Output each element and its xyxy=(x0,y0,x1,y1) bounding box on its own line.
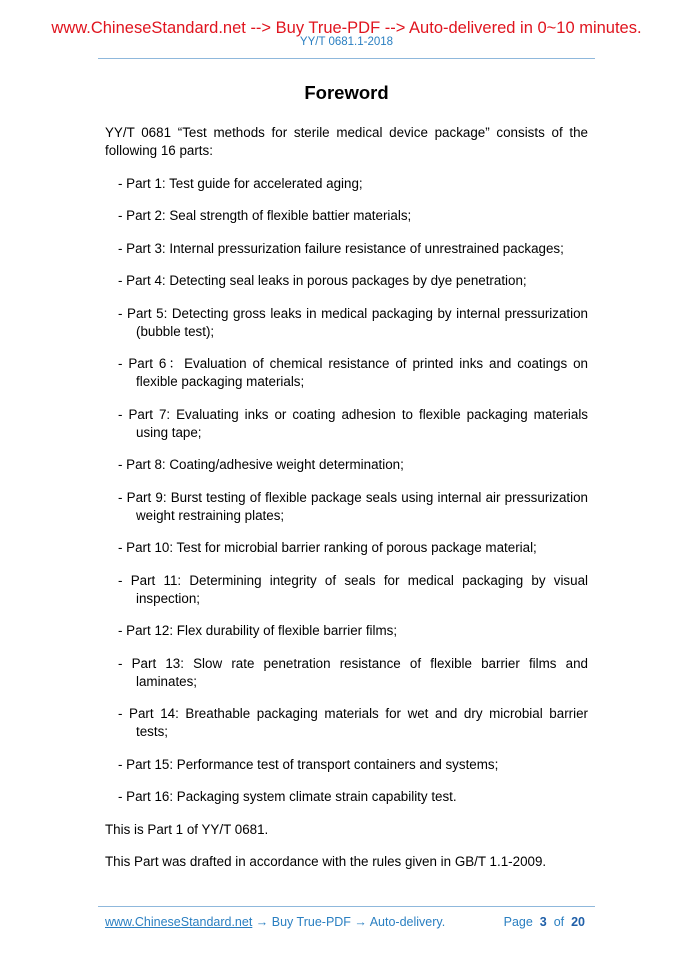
list-item: - Part 16: Packaging system climate strain capability test. xyxy=(118,789,457,804)
list-item: - Part 10: Test for microbial barrier ranking of porous package material; xyxy=(118,540,537,555)
website-link[interactable]: www.ChineseStandard.net xyxy=(105,915,253,929)
intro-paragraph: YY/T 0681 “Test methods for sterile medical device package” consists of the following 16 parts: xyxy=(105,125,588,158)
closing-paragraph: This is Part 1 of YY/T 0681. xyxy=(105,821,269,837)
list-item: - Part 15: Performance test of transport containers and systems; xyxy=(118,756,499,772)
page-indicator: Page 3 of 20 xyxy=(503,915,585,929)
header-divider xyxy=(98,58,595,59)
parts-list xyxy=(105,175,588,807)
footer-divider xyxy=(98,906,595,907)
list-item: - Part 14: Breathable packaging materials for wet and dry microbial barrier tests; xyxy=(118,706,588,739)
list-item: - Part 7: Evaluating inks or coating adhesion to flexible packaging materials using tape; xyxy=(118,406,588,440)
footer xyxy=(105,915,585,929)
list-item: - Part 3: Internal pressurization failure resistance of unrestrained packages; xyxy=(118,240,564,256)
page-title: Foreword xyxy=(304,82,389,103)
closing-paragraph: This Part was drafted in accordance with the rules given in GB/T 1.1-2009. xyxy=(105,854,547,869)
page-number: 3 xyxy=(539,915,547,929)
document-body xyxy=(105,124,588,886)
list-item: - Part 6：Evaluation of chemical resistance of printed inks and coatings on flexible packaging materials; xyxy=(118,356,588,389)
list-item: - Part 2: Seal strength of flexible battier materials; xyxy=(118,208,412,223)
list-item: - Part 13: Slow rate penetration resistance of flexible barrier films and laminates; xyxy=(118,655,588,689)
list-item: - Part 8: Coating/adhesive weight determination; xyxy=(118,457,404,472)
list-item: - Part 1: Test guide for accelerated aging; xyxy=(118,175,363,191)
footer-text: → Buy True-PDF → Auto-delivery. xyxy=(252,915,446,929)
list-item: - Part 11: Determining integrity of seals for medical packaging by visual inspection; xyxy=(118,572,588,606)
list-item: - Part 5: Detecting gross leaks in medical packaging by internal pressurization (bubble test); xyxy=(118,305,588,339)
page-total: 20 xyxy=(571,915,585,929)
standard-number: YY/T 0681.1-2018 xyxy=(299,36,394,48)
list-item: - Part 12: Flex durability of flexible barrier films; xyxy=(118,623,398,638)
promo-banner: www.ChineseStandard.net --> Buy True-PDF --> Auto-delivered in 0~10 minutes. xyxy=(51,19,642,37)
list-item: - Part 4: Detecting seal leaks in porous packages by dye penetration; xyxy=(118,273,527,288)
list-item: - Part 9: Burst testing of flexible package seals using internal air pressurization weight restraining plates; xyxy=(118,489,588,523)
